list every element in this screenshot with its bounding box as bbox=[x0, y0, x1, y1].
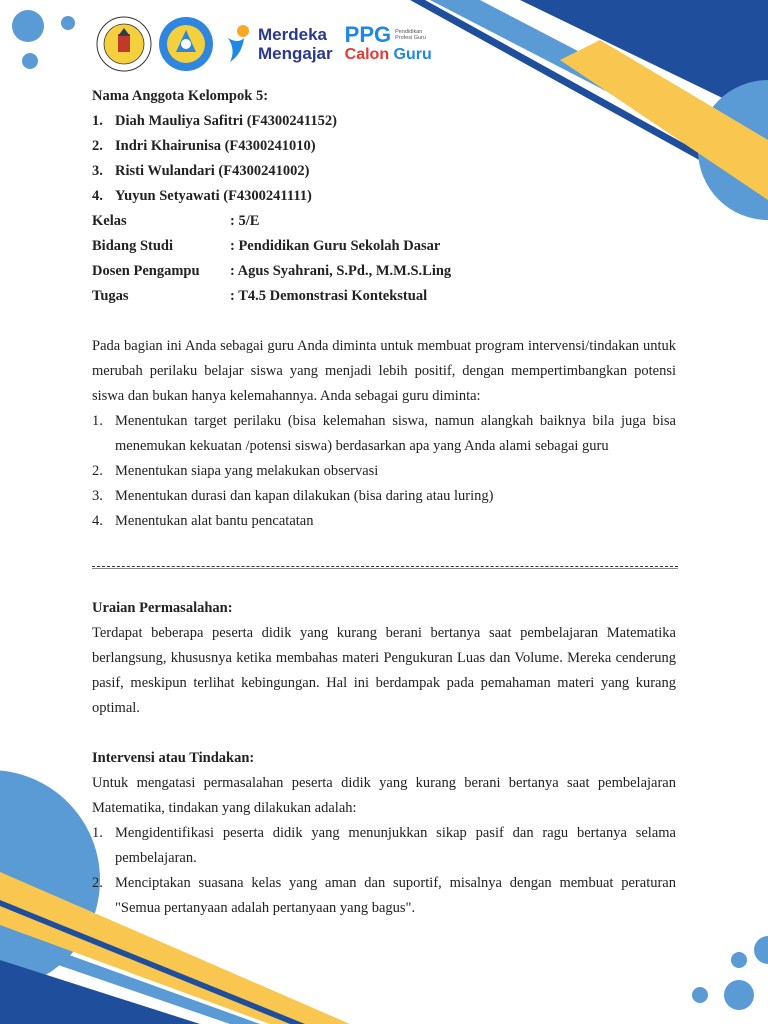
deco-dot bbox=[61, 16, 75, 30]
member-name: Diah Mauliya Safitri (F4300241152) bbox=[115, 113, 337, 129]
intervention-text: Untuk mengatasi permasalahan peserta didik yang kurang berani bertanya saat pembelajaran Matematika, tindakan yang dilakukan adalah: bbox=[92, 775, 676, 816]
university-seal-logo bbox=[96, 16, 152, 72]
member-number: 4. bbox=[92, 188, 103, 204]
merdeka-mengajar-logo bbox=[224, 24, 333, 64]
merdeka-text: Merdeka bbox=[258, 25, 327, 44]
info-row bbox=[92, 259, 676, 284]
intervention-item bbox=[92, 821, 676, 871]
info-label: Bidang Studi bbox=[92, 238, 174, 254]
member-item bbox=[92, 134, 676, 159]
deco-dot bbox=[692, 987, 708, 1003]
deco-dot bbox=[12, 10, 44, 42]
member-item bbox=[92, 184, 676, 209]
member-number: 2. bbox=[92, 138, 103, 154]
instruction-item bbox=[92, 509, 676, 534]
deco-dot bbox=[731, 952, 747, 968]
instruction-item bbox=[92, 409, 676, 459]
section-divider bbox=[92, 566, 678, 567]
item-text: Menciptakan suasana kelas yang aman dan suportif, misalnya dengan membuat peraturan "Semua pertanyaan adalah pertanyaan yang bagus". bbox=[115, 875, 676, 916]
deco-dot bbox=[754, 936, 768, 964]
item-text: Menentukan siapa yang melakukan observasi bbox=[115, 463, 379, 479]
item-number: 1. bbox=[92, 825, 103, 841]
group-title: Nama Anggota Kelompok 5: bbox=[92, 88, 269, 104]
deco-dot bbox=[724, 980, 754, 1010]
info-label: Tugas bbox=[92, 288, 129, 304]
instruction-item bbox=[92, 459, 676, 484]
instructions-intro: Pada bagian ini Anda sebagai guru Anda diminta untuk membuat program intervensi/tindakan untuk merubah perilaku belajar siswa yang menjadi lebih positif, dengan mempertimbangkan potensi siswa dan bukan hanya kelemahannya. Anda sebagai guru diminta: bbox=[92, 338, 676, 404]
member-item bbox=[92, 159, 676, 184]
ministry-seal-logo bbox=[158, 16, 214, 72]
info-label: Kelas bbox=[92, 213, 127, 229]
intervention-heading: Intervensi atau Tindakan: bbox=[92, 750, 255, 766]
info-value: : 5/E bbox=[230, 213, 260, 229]
deco-dot bbox=[22, 53, 38, 69]
item-number: 1. bbox=[92, 413, 103, 429]
section-divider-line bbox=[92, 568, 678, 569]
item-text: Menentukan durasi dan kapan dilakukan (bisa daring atau luring) bbox=[115, 488, 494, 504]
item-number: 3. bbox=[92, 488, 103, 504]
merdeka-mengajar-icon bbox=[224, 24, 252, 64]
mengajar-text: Mengajar bbox=[258, 44, 333, 63]
ppg-subtext: Pendidikan Profesi Guru bbox=[395, 29, 426, 41]
member-number: 1. bbox=[92, 113, 103, 129]
item-text: Menentukan alat bantu pencatatan bbox=[115, 513, 314, 529]
member-number: 3. bbox=[92, 163, 103, 179]
problem-text: Terdapat beberapa peserta didik yang kurang berani bertanya saat pembelajaran Matematika berlangsung, khususnya ketika membahas materi Pengukuran Luas dan Volume. Mereka cenderung pasif, meskipun terlihat kebingungan. Hal ini berdampak pada pemahaman materi yang kurang optimal. bbox=[92, 625, 676, 716]
guru-text: Guru bbox=[393, 46, 432, 63]
item-text: Menentukan target perilaku (bisa kelemahan siswa, namun alangkah baiknya bila juga bisa menemukan kekuatan /potensi siswa) berdasarkan apa yang Anda alami sebagai guru bbox=[115, 413, 676, 454]
item-text: Mengidentifikasi peserta didik yang menunjukkan sikap pasif dan ragu bertanya selama pembelajaran. bbox=[115, 825, 676, 866]
info-value: : Agus Syahrani, S.Pd., M.M.S.Ling bbox=[230, 263, 452, 279]
ppg-calon-guru-logo bbox=[345, 24, 433, 64]
info-value: : Pendidikan Guru Sekolah Dasar bbox=[230, 238, 441, 254]
intervention-item bbox=[92, 871, 676, 921]
info-label: Dosen Pengampu bbox=[92, 263, 200, 279]
member-name: Indri Khairunisa (F4300241010) bbox=[115, 138, 316, 154]
info-value: : T4.5 Demonstrasi Kontekstual bbox=[230, 288, 428, 304]
info-row bbox=[92, 234, 676, 259]
instruction-item bbox=[92, 484, 676, 509]
member-name: Risti Wulandari (F4300241002) bbox=[115, 163, 310, 179]
member-name: Yuyun Setyawati (F4300241111) bbox=[115, 188, 312, 204]
problem-heading: Uraian Permasalahan: bbox=[92, 600, 233, 616]
member-item bbox=[92, 109, 676, 134]
item-number: 2. bbox=[92, 875, 103, 891]
document-body bbox=[92, 84, 676, 921]
header-logos bbox=[96, 14, 433, 74]
info-row bbox=[92, 284, 676, 309]
ppg-text: PPG bbox=[344, 22, 392, 47]
info-row bbox=[92, 209, 676, 234]
item-number: 2. bbox=[92, 463, 103, 479]
calon-text: Calon bbox=[344, 46, 390, 63]
item-number: 4. bbox=[92, 513, 103, 529]
